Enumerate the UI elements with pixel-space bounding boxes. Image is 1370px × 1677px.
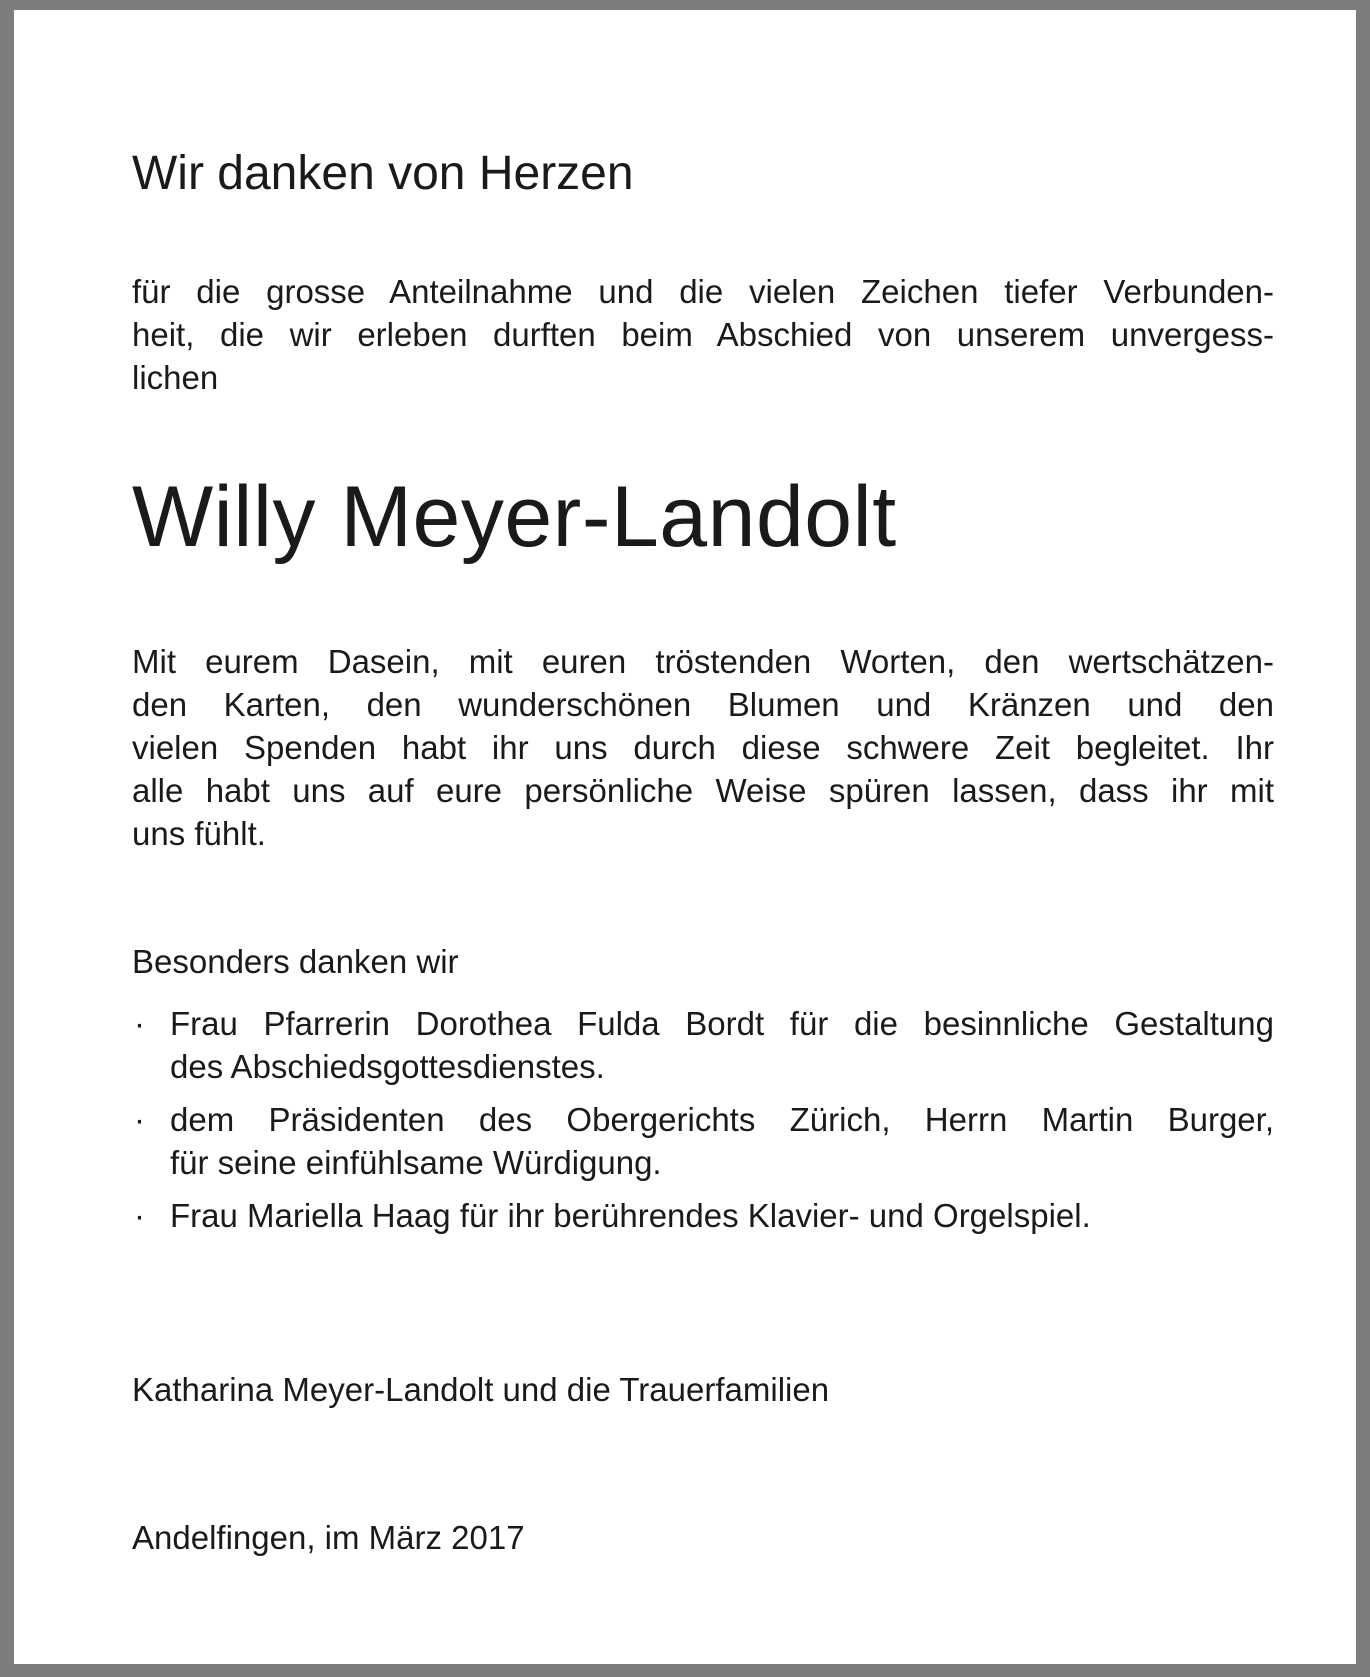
list-item [132,1002,1274,1088]
intro-line: heit, die wir erleben durften beim Abschied von unserem unvergess- [132,316,1274,353]
list-item [132,1194,1274,1237]
bullet-icon: · [134,1005,145,1042]
heading: Wir danken von Herzen [132,147,634,200]
list-item-line: Frau Pfarrerin Dorothea Fulda Bordt für die besinnliche Gestaltung [170,1005,1274,1042]
intro-line: für die grosse Anteilnahme und die vielen Zeichen tiefer Verbunden- [132,273,1274,310]
list-item-line: dem Präsidenten des Obergerichts Zürich, Herrn Martin Burger, [170,1101,1274,1138]
body-line: vielen Spenden habt ihr uns durch diese schwere Zeit begleitet. Ihr [132,729,1274,766]
body-line: Mit eurem Dasein, mit euren tröstenden Worten, den wertschätzen- [132,643,1274,680]
body-line: uns fühlt. [132,815,266,852]
intro-line: lichen [132,359,219,396]
thanks-list [132,1002,1274,1247]
body-line: den Karten, den wunderschönen Blumen und Kränzen und den [132,686,1274,723]
deceased-name: Willy Meyer-Landolt [132,469,897,565]
intro-paragraph [132,270,1274,399]
body-paragraph [132,640,1274,855]
bullet-icon: · [134,1197,145,1234]
special-thanks-intro: Besonders danken wir [132,943,459,980]
bullet-icon: · [134,1101,145,1138]
signature: Katharina Meyer-Landolt und die Trauerfamilien [132,1371,830,1408]
place-date: Andelfingen, im März 2017 [132,1519,525,1556]
list-item [132,1098,1274,1184]
list-item-line: des Abschiedsgottesdienstes. [170,1048,605,1085]
body-line: alle habt uns auf eure persönliche Weise spüren lassen, dass ihr mit [132,772,1274,809]
list-item-line: für seine einfühlsame Würdigung. [170,1144,662,1181]
list-item-line: Frau Mariella Haag für ihr berührendes Klavier- und Orgelspiel. [170,1197,1091,1234]
